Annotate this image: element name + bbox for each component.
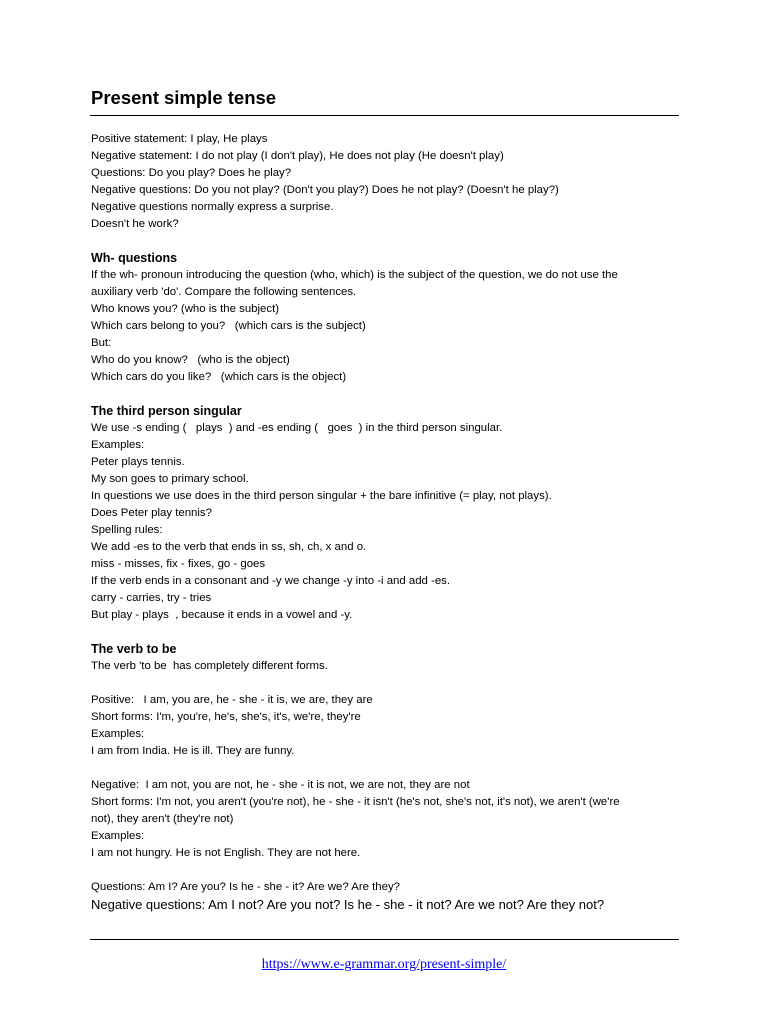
positive-line: I am from India. He is ill. They are funny. [91, 745, 295, 757]
third-person-line: Peter plays tennis. [91, 456, 185, 468]
wh-line: But: [91, 337, 112, 349]
third-person-line: If the verb ends in a consonant and -y we change -y into -i and add -es. [91, 575, 451, 587]
third-person-line: Examples: [91, 439, 145, 451]
positive-line: Examples: [91, 728, 145, 740]
intro-line: Negative statement: I do not play (I don't play), He does not play (He doesn't play) [91, 150, 504, 162]
footer-divider [90, 939, 679, 940]
page-title: Present simple tense [91, 87, 277, 108]
third-person-line: We add -es to the verb that ends in ss, sh, ch, x and o. [91, 541, 367, 553]
paragraph-gap [91, 675, 691, 692]
wh-line: If the wh- pronoun introducing the question (who, which) is the subject of the question, we do not use the [91, 269, 618, 281]
section-heading: The third person singular [91, 404, 242, 418]
wh-line: Who do you know? (who is the object) [91, 354, 290, 366]
verb-to-be-intro: The verb 'to be has completely different forms. [91, 660, 328, 672]
section-gap [91, 386, 691, 403]
third-person-line: carry - carries, try - tries [91, 592, 212, 604]
section-heading: The verb to be [91, 642, 177, 656]
intro-line: Negative questions: Do you not play? (Don't you play?) Does he not play? (Doesn't he play?) [91, 184, 559, 196]
section-heading: Wh- questions [91, 251, 178, 265]
negative-line: Negative: I am not, you are not, he - she - it is not, we are not, they are not [91, 779, 470, 791]
third-person-line: We use -s ending ( plays ) and -es ending ( goes ) in the third person singular. [91, 422, 503, 434]
paragraph-gap [91, 862, 691, 879]
third-person-line: But play - plays , because it ends in a vowel and -y. [91, 609, 353, 621]
positive-line: Positive: I am, you are, he - she - it is, we are, they are [91, 694, 373, 706]
negative-line: Short forms: I'm not, you aren't (you're not), he - she - it isn't (he's not, she's not, it's not), we aren't (we're [91, 796, 620, 808]
intro-line: Negative questions normally express a surprise. [91, 201, 334, 213]
intro-section [91, 131, 691, 233]
wh-line: Who knows you? (who is the subject) [91, 303, 280, 315]
negative-line: I am not hungry. He is not English. They are not here. [91, 847, 361, 859]
source-url-link[interactable]: https://www.e-grammar.org/present-simple/ [261, 957, 507, 972]
section-gap [91, 233, 691, 250]
verb-to-be-section [91, 641, 691, 914]
intro-line: Positive statement: I play, He plays [91, 133, 268, 145]
wh-line: Which cars do you like? (which cars is the object) [91, 371, 347, 383]
document-body [91, 131, 691, 914]
positive-line: Short forms: I'm, you're, he's, she's, it's, we're, they're [91, 711, 361, 723]
third-person-line: Does Peter play tennis? [91, 507, 212, 519]
section-gap [91, 624, 691, 641]
wh-line: auxiliary verb 'do'. Compare the following sentences. [91, 286, 357, 298]
third-person-line: My son goes to primary school. [91, 473, 249, 485]
third-person-line: miss - misses, fix - fixes, go - goes [91, 558, 266, 570]
intro-line: Doesn't he work? [91, 218, 179, 230]
negative-questions-line: Negative questions: Am I not? Are you not? Is he - she - it not? Are we not? Are they not? [91, 897, 605, 912]
third-person-line: Spelling rules: [91, 524, 163, 536]
title-divider [90, 115, 679, 116]
negative-line: Examples: [91, 830, 145, 842]
wh-line: Which cars belong to you? (which cars is the subject) [91, 320, 366, 332]
paragraph-gap [91, 760, 691, 777]
intro-line: Questions: Do you play? Does he play? [91, 167, 292, 179]
wh-questions-section [91, 250, 691, 386]
questions-line: Questions: Am I? Are you? Is he - she - it? Are we? Are they? [91, 881, 400, 893]
third-person-section [91, 403, 691, 624]
negative-line: not), they aren't (they're not) [91, 813, 234, 825]
third-person-line: In questions we use does in the third person singular + the bare infinitive (= play, not plays). [91, 490, 552, 502]
